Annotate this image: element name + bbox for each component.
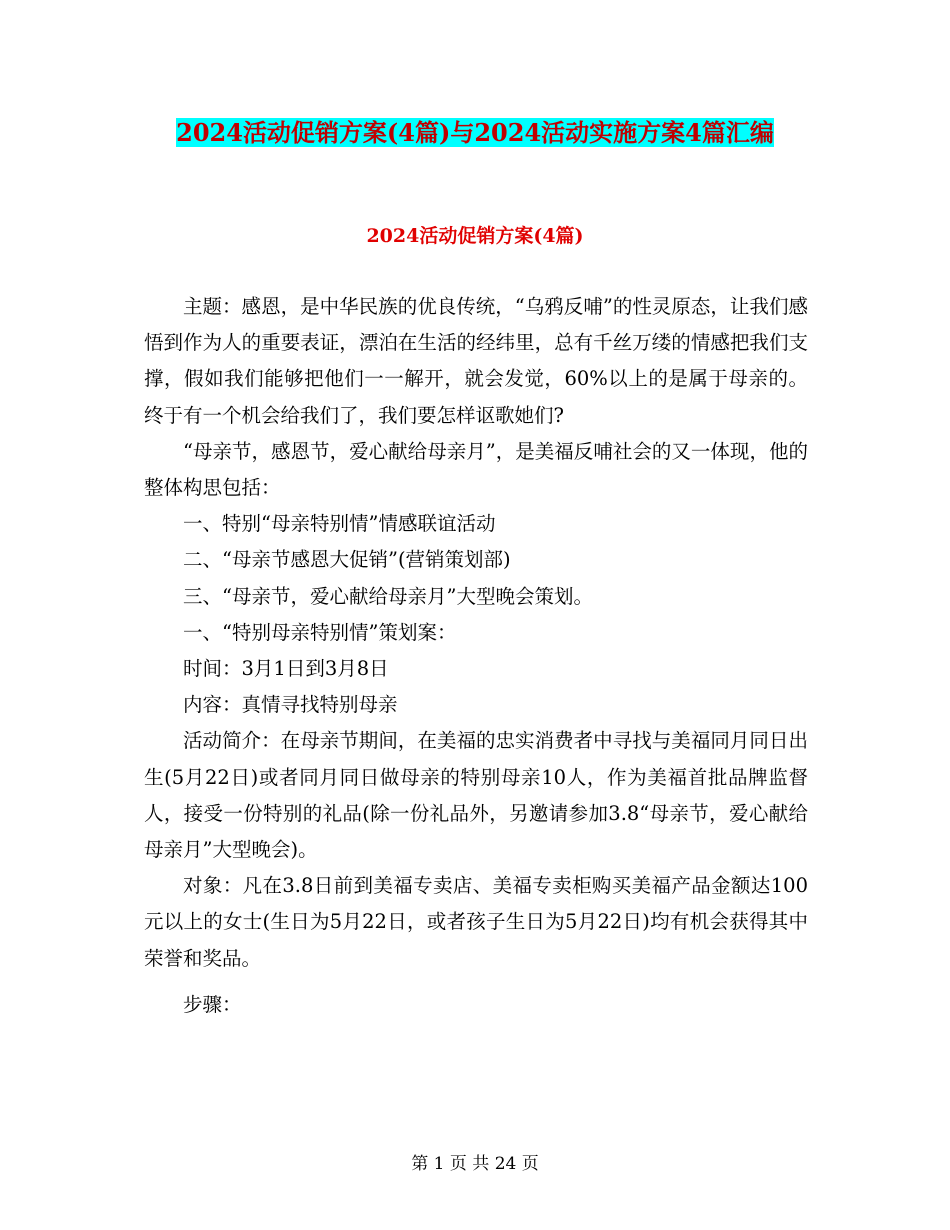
paragraph-item-1: 一、特别“母亲特别情”情感联谊活动: [183, 512, 496, 536]
paragraph-item-3: 三、“母亲节，爱心献给母亲月”大型晚会策划。: [183, 584, 593, 608]
document-body: [144, 289, 808, 1023]
paragraph-target: 对象：凡在3.8日前到美福专卖店、美福专卖柜购买美福产品金额达100元以上的女士(生日为5月22日，或者孩子生日为5月22日)均有机会获得其中荣誉和奖品。: [144, 874, 808, 970]
paragraph-item-2: 二、“母亲节感恩大促销”(营销策划部): [183, 548, 511, 572]
paragraph-intro: 活动简介：在母亲节期间，在美福的忠实消费者中寻找与美福同月同日出生(5月22日)或者同月同日做母亲的特别母亲10人，作为美福首批品牌监督人，接受一份特别的礼品(除一份礼品外，另邀请参加3.8“母亲节，爱心献给母亲月”大型晚会)。: [144, 729, 808, 862]
page-number-footer: 第 1 页 共 24 页: [411, 1154, 539, 1174]
paragraph-theme: 主题：感恩，是中华民族的优良传统，“乌鸦反哺”的性灵原态，让我们感悟到作为人的重要表证，漂泊在生活的经纬里，总有千丝万缕的情感把我们支撑，假如我们能够把他们一一解开，就会发觉，60%以上的是属于母亲的。终于有一个机会给我们了，我们要怎样讴歌她们?: [144, 295, 808, 427]
paragraph-content: 内容：真情寻找特别母亲: [183, 693, 398, 717]
paragraph-steps: 步骤：: [183, 992, 242, 1016]
paragraph-concept: “母亲节，感恩节，爱心献给母亲月”，是美福反哺社会的又一体现，他的整体构思包括：: [144, 439, 808, 500]
document-title-text: 2024活动促销方案(4篇)与2024活动实施方案4篇汇编: [176, 118, 774, 147]
paragraph-plan-heading: 一、“特别母亲特别情”策划案：: [183, 620, 457, 644]
section-title: 2024活动促销方案(4篇): [366, 225, 584, 247]
paragraph-time: 时间：3月1日到3月8日: [183, 657, 389, 681]
document-title: [150, 112, 800, 154]
